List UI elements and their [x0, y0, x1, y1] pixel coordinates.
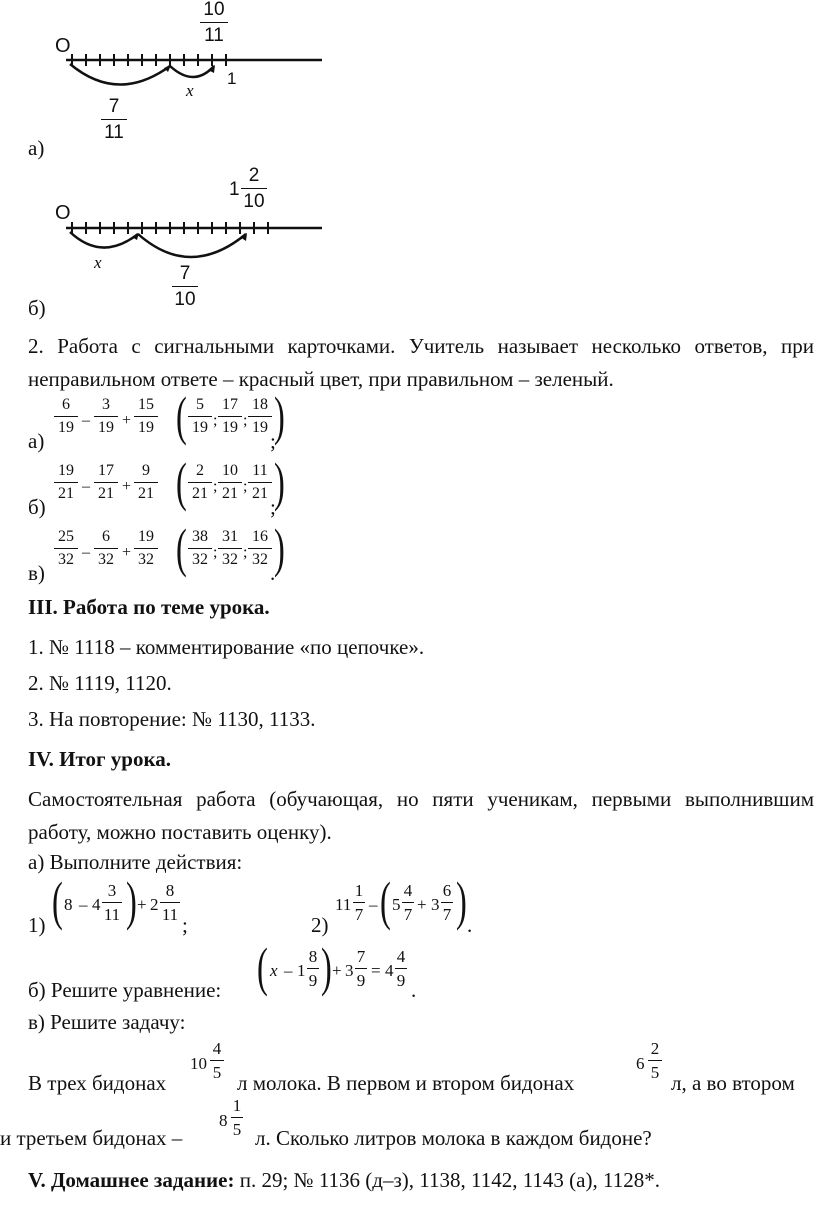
close-paren: ) [274, 386, 285, 446]
separator: ; [243, 478, 248, 495]
fraction: 25 32 [54, 529, 78, 568]
section5-text: п. 29; № 1136 (д–з), 1138, 1142, 1143 (а), 1128*. [234, 1168, 660, 1192]
separator: ; [243, 544, 248, 561]
problem-frac2: 2 5 [648, 1040, 662, 1081]
section4-intro: Самостоятельная работа (обучающая, но пяти ученикам, первыми выполнившим работу, можно поставить оценку). [28, 787, 814, 844]
fraction: 6 32 [94, 529, 118, 568]
x-label-b: x [94, 253, 102, 272]
task2-item-end: ; [270, 429, 276, 453]
x-label-a: x [186, 81, 194, 100]
task-a-label: а) Выполните действия: [28, 850, 243, 874]
section5-heading: V. Домашнее задание: [28, 1168, 235, 1192]
label-b: б) [28, 296, 46, 320]
number-line-a [50, 0, 340, 160]
answer-fraction: 17 19 [218, 397, 242, 436]
task2-item-end: . [270, 561, 276, 585]
problem-text-3: л, а во втором [671, 1071, 795, 1095]
ex2-expression: 11 1 7 – ( 5 4 7 + 3 6 7 ) [335, 871, 467, 931]
equation-end: . [411, 978, 417, 1002]
fraction: 3 19 [94, 397, 118, 436]
section3-line-1: 1. № 1118 – комментирование «по цепочке». [28, 635, 425, 659]
task-b-label: б) Решите уравнение: [28, 978, 222, 1002]
section5 [28, 1170, 660, 1191]
answer-fraction: 11 21 [248, 463, 272, 502]
open-paren: ( [176, 452, 187, 512]
answer-fraction: 2 21 [188, 463, 212, 502]
answer-fraction: 10 21 [218, 463, 242, 502]
ex2-end: . [467, 913, 473, 937]
fraction: 19 32 [134, 529, 158, 568]
fraction-10-11: 10 11 [200, 0, 228, 45]
one-label-a: 1 [227, 69, 237, 88]
section3-line-3: 3. На повторение: № 1130, 1133. [28, 707, 316, 731]
separator: ; [213, 544, 218, 561]
fraction: 6 19 [54, 397, 78, 436]
task2-item-end: ; [270, 495, 276, 519]
origin-label-b: O [55, 202, 71, 224]
operator: – [82, 412, 90, 429]
fraction-7-10: 7 10 [172, 264, 198, 309]
fraction-2-10: 2 10 [241, 166, 267, 211]
operator: + [122, 478, 132, 495]
task2-item-label: б) [28, 495, 46, 519]
fraction-7-11: 7 11 [101, 97, 127, 142]
open-paren: ( [176, 518, 187, 578]
operator: – [82, 544, 90, 561]
problem-frac1-whole: 10 [190, 1054, 207, 1073]
problem-frac2-whole: 6 [636, 1054, 645, 1073]
mixed-whole-1: 1 [229, 179, 240, 200]
ex1-label: 1) [28, 913, 46, 937]
fraction: 15 19 [134, 397, 158, 436]
close-paren: ) [274, 518, 285, 578]
answer-fraction: 5 19 [188, 397, 212, 436]
operator: + [122, 412, 132, 429]
problem-text-1: В трех бидонах [28, 1071, 167, 1095]
answer-fraction: 16 32 [248, 529, 272, 568]
problem-text-2: л молока. В первом и втором бидонах [237, 1071, 575, 1095]
task2-item-expression [52, 452, 292, 519]
task2-item-expression [52, 386, 292, 453]
section3-heading: III. Работа по теме урока. [28, 595, 270, 619]
section3-line-2: 2. № 1119, 1120. [28, 671, 172, 695]
answer-fraction: 18 19 [248, 397, 272, 436]
operator: – [82, 478, 90, 495]
operator: + [122, 544, 132, 561]
separator: ; [213, 478, 218, 495]
open-paren: ( [176, 386, 187, 446]
problem-text-5: л. Сколько литров молока в каждом бидоне? [255, 1126, 652, 1150]
answer-fraction: 31 32 [218, 529, 242, 568]
label-a: а) [28, 136, 45, 160]
task2-text: 2. Работа с сигнальными карточками. Учитель называет несколько ответов, при неправильном ответе – красный цвет, при правильном – зеленый. [28, 334, 814, 391]
task2-item-label: а) [28, 429, 45, 453]
ex1-expression: ( 8 – 4 3 11 ) + 2 8 11 [52, 871, 179, 931]
problem-frac3: 1 5 [232, 1096, 242, 1139]
fraction: 17 21 [94, 463, 118, 502]
section4-heading: IV. Итог урока. [28, 747, 172, 771]
close-paren: ) [274, 452, 285, 512]
task-c-label: в) Решите задачу: [28, 1010, 186, 1034]
separator: ; [213, 412, 218, 429]
fraction: 19 21 [54, 463, 78, 502]
origin-label-a: O [55, 35, 71, 57]
task2-item-expression [52, 518, 292, 585]
ex1-end: ; [182, 913, 188, 937]
problem-frac3-whole: 8 [219, 1111, 228, 1130]
answer-fraction: 38 32 [188, 529, 212, 568]
task2-item-label: в) [28, 561, 45, 585]
fraction: 9 21 [134, 463, 158, 502]
separator: ; [243, 412, 248, 429]
problem-frac1: 4 5 [210, 1040, 224, 1081]
equation-expression: ( x – 1 8 9 ) + 3 7 9 = 4 4 9 [257, 937, 406, 997]
problem-text-4: и третьем бидонах – [0, 1126, 183, 1150]
ex2-label: 2) [311, 913, 329, 937]
